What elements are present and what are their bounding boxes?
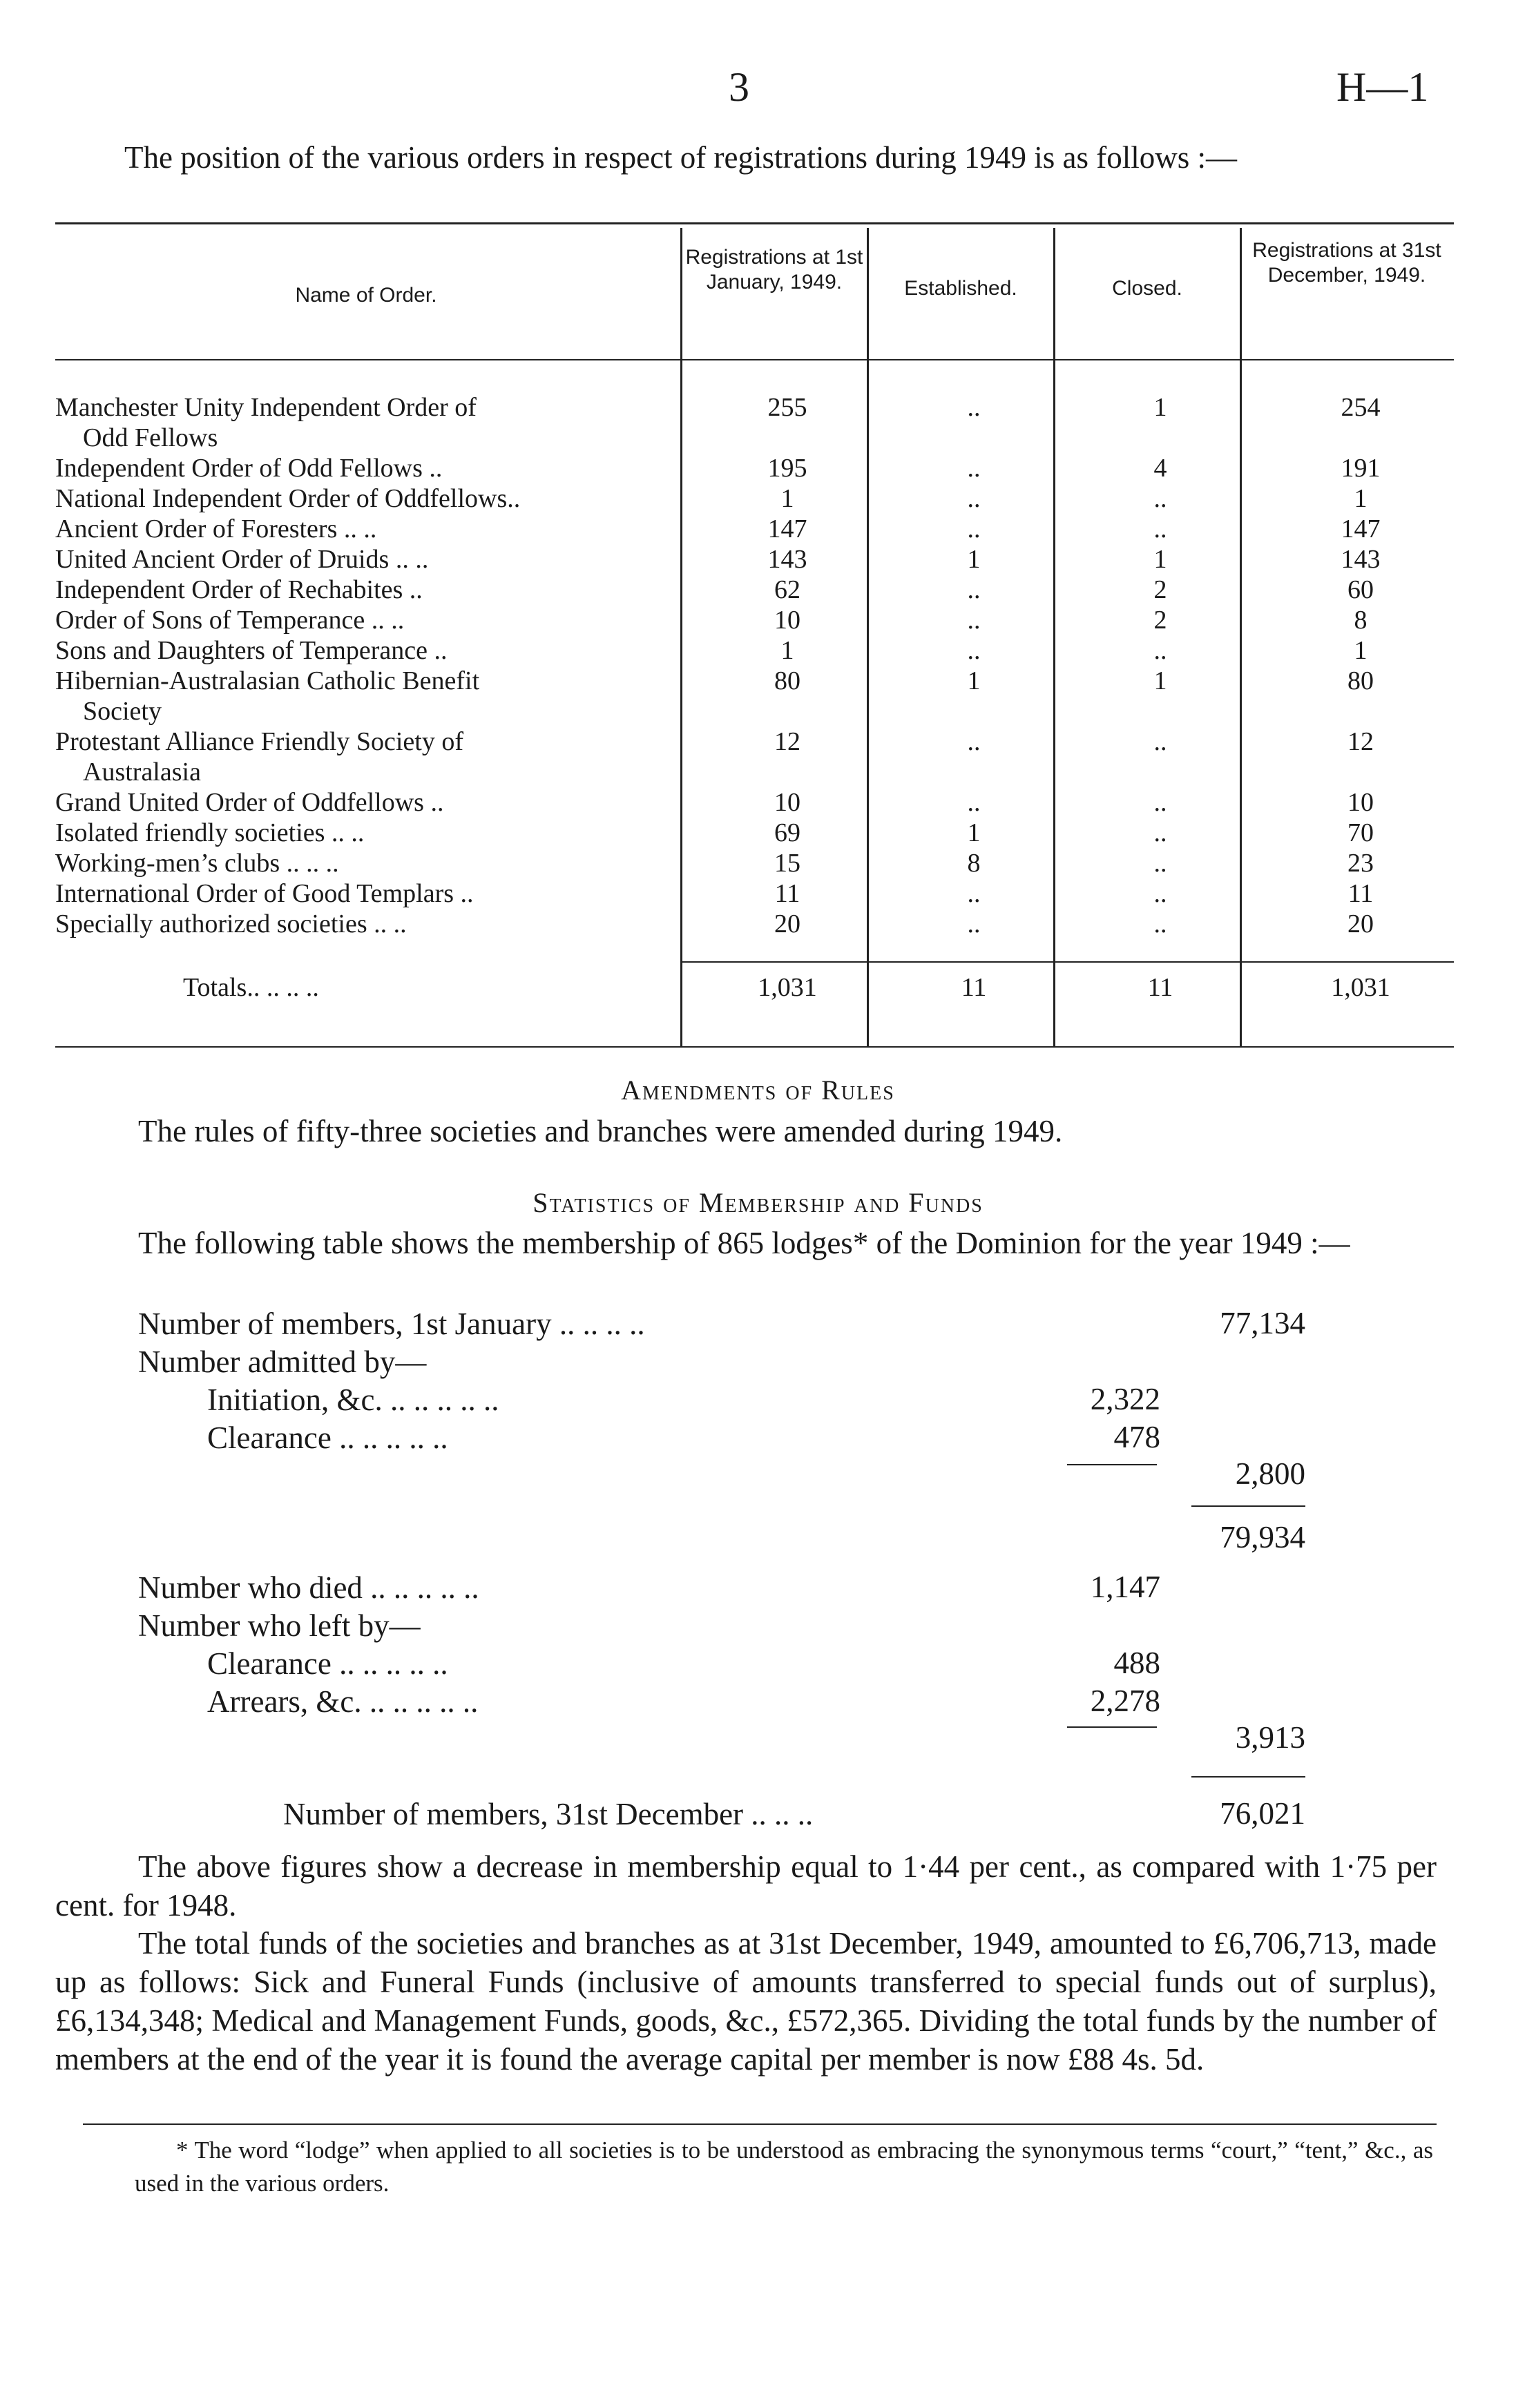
cell-reg-start: 147 <box>767 514 807 543</box>
cell-reg-end: 80 <box>1347 666 1374 695</box>
cell-closed: .. <box>1153 909 1167 938</box>
cell-established: 1 <box>967 666 981 695</box>
cell-closed: .. <box>1153 849 1167 878</box>
admitted-label: Number admitted by— <box>138 1345 427 1379</box>
subtotal-value: 79,934 <box>1220 1520 1305 1554</box>
members-end-value: 76,021 <box>1220 1796 1305 1831</box>
cell-established: 1 <box>967 818 981 847</box>
statistics-heading: Statistics of Membership and Funds <box>532 1187 984 1218</box>
footnote: * The word “lodge” when applied to all societies is to be understood as embracing the synonymous terms “court,” “tent,” &c., as used in the various orders. <box>135 2137 1433 2197</box>
cell-reg-end: 143 <box>1341 545 1381 574</box>
cell-closed: .. <box>1153 636 1167 665</box>
cell-established: .. <box>967 484 981 513</box>
clearance-in-value: 478 <box>1113 1420 1160 1454</box>
left-sum-rule <box>1067 1726 1157 1728</box>
order-name: United Ancient Order of Druids .. .. <box>55 545 429 574</box>
cell-reg-start: 15 <box>774 849 800 878</box>
subtotal-rule <box>1191 1505 1305 1507</box>
cell-reg-start: 80 <box>774 666 800 695</box>
amendments-text: The rules of fifty-three societies and branches were amended during 1949. <box>138 1114 1063 1148</box>
totals-label: Totals.. .. .. .. <box>183 973 319 1002</box>
cell-reg-end: 147 <box>1341 514 1381 543</box>
order-name: Independent Order of Odd Fellows .. <box>55 454 443 483</box>
order-name: Working-men’s clubs .. .. .. <box>55 849 339 878</box>
initiation-value: 2,322 <box>1090 1382 1160 1416</box>
cell-established: .. <box>967 879 981 908</box>
totals-established: 11 <box>961 973 987 1002</box>
cell-reg-end: 70 <box>1347 818 1374 847</box>
cell-established: .. <box>967 393 981 422</box>
col-header-reg-end: Registrations at 31st December, 1949. <box>1252 239 1441 287</box>
cell-reg-end: 60 <box>1347 575 1374 604</box>
arrears-label: Arrears, &c. .. .. .. .. .. <box>207 1684 479 1719</box>
totals-reg-start: 1,031 <box>758 973 817 1002</box>
cell-established: .. <box>967 575 981 604</box>
order-name: Manchester Unity Independent Order of <box>55 393 477 422</box>
totals-closed: 11 <box>1147 973 1173 1002</box>
cell-reg-end: 20 <box>1347 909 1374 938</box>
cell-established: .. <box>967 727 981 756</box>
cell-closed: 1 <box>1153 545 1167 574</box>
order-name: Hibernian-Australasian Catholic Benefit <box>55 666 480 695</box>
order-name-continued: Society <box>83 697 162 726</box>
cell-established: .. <box>967 788 981 817</box>
cell-reg-end: 10 <box>1347 788 1374 817</box>
cell-reg-end: 12 <box>1347 727 1374 756</box>
died-value: 1,147 <box>1090 1570 1160 1604</box>
table-bottom-rule <box>55 1046 1454 1048</box>
statistics-intro: The following table shows the membership of 865 lodges* of the Dominion for the year 1949 :— <box>138 1226 1350 1260</box>
cell-closed: 1 <box>1153 393 1167 422</box>
footnote-rule <box>83 2123 1437 2125</box>
col-header-reg-start: Registrations at 1st January, 1949. <box>685 246 863 293</box>
cell-established: 1 <box>967 545 981 574</box>
cell-closed: .. <box>1153 484 1167 513</box>
order-name: Protestant Alliance Friendly Society of <box>55 727 464 756</box>
cell-established: .. <box>967 606 981 635</box>
amendments-heading: Amendments of Rules <box>621 1075 895 1106</box>
order-name: Independent Order of Rechabites .. <box>55 575 423 604</box>
totals-reg-end: 1,031 <box>1331 973 1390 1002</box>
cell-reg-start: 255 <box>767 393 807 422</box>
admitted-sum-rule <box>1067 1464 1157 1465</box>
order-name: National Independent Order of Oddfellows.. <box>55 484 521 513</box>
cell-closed: .. <box>1153 788 1167 817</box>
order-name-continued: Australasia <box>83 758 201 787</box>
cell-closed: 2 <box>1153 606 1167 635</box>
order-name: Order of Sons of Temperance .. .. <box>55 606 405 635</box>
cell-reg-end: 11 <box>1347 879 1374 908</box>
cell-reg-start: 69 <box>774 818 800 847</box>
initiation-label: Initiation, &c. .. .. .. .. .. <box>207 1383 499 1417</box>
col-header-closed: Closed. <box>1112 277 1182 300</box>
col-header-name: Name of Order. <box>295 284 437 307</box>
cell-closed: 2 <box>1153 575 1167 604</box>
left-label: Number who left by— <box>138 1608 421 1643</box>
cell-established: 8 <box>967 849 981 878</box>
page-number: 3 <box>729 64 749 110</box>
cell-reg-start: 20 <box>774 909 800 938</box>
document-code: H—1 <box>1336 64 1429 110</box>
intro-text: The position of the various orders in respect of registrations during 1949 is as follows :— <box>124 140 1237 175</box>
cell-established: .. <box>967 454 981 483</box>
table-top-rule <box>55 222 1454 224</box>
order-name-continued: Odd Fellows <box>83 423 218 452</box>
cell-reg-start: 10 <box>774 606 800 635</box>
members-start-label: Number of members, 1st January .. .. .. .. <box>138 1307 645 1341</box>
order-name: International Order of Good Templars .. <box>55 879 474 908</box>
order-name: Ancient Order of Foresters .. .. <box>55 514 377 543</box>
cell-closed: .. <box>1153 514 1167 543</box>
decrease-paragraph: The above figures show a decrease in membership equal to 1·44 per cent., as compared with 1·75 per cent. for 1948. <box>55 1849 1437 1923</box>
cell-reg-start: 1 <box>780 636 794 665</box>
totals-top-rule <box>680 961 1454 963</box>
cell-established: .. <box>967 514 981 543</box>
cell-closed: .. <box>1153 727 1167 756</box>
died-label: Number who died .. .. .. .. .. <box>138 1570 479 1605</box>
col-header-established: Established. <box>904 277 1017 300</box>
members-end-label: Number of members, 31st December .. .. .. <box>283 1797 814 1831</box>
cell-reg-start: 12 <box>774 727 800 756</box>
left-total-value: 3,913 <box>1235 1720 1305 1755</box>
order-name: Sons and Daughters of Temperance .. <box>55 636 448 665</box>
header-bottom-rule <box>55 359 1454 360</box>
cell-reg-end: 1 <box>1354 636 1368 665</box>
cell-reg-end: 8 <box>1354 606 1368 635</box>
table-vrule-1 <box>680 228 682 1046</box>
order-name: Isolated friendly societies .. .. <box>55 818 365 847</box>
clearance-out-value: 488 <box>1113 1646 1160 1680</box>
end-rule <box>1191 1776 1305 1778</box>
cell-closed: 4 <box>1153 454 1167 483</box>
order-name: Specially authorized societies .. .. <box>55 909 407 938</box>
admitted-total-value: 2,800 <box>1235 1456 1305 1491</box>
members-start-value: 77,134 <box>1220 1306 1305 1340</box>
cell-closed: .. <box>1153 879 1167 908</box>
clearance-in-label: Clearance .. .. .. .. .. <box>207 1420 448 1455</box>
cell-closed: 1 <box>1153 666 1167 695</box>
cell-reg-end: 1 <box>1354 484 1368 513</box>
cell-reg-end: 191 <box>1341 454 1381 483</box>
cell-established: .. <box>967 636 981 665</box>
cell-reg-start: 11 <box>774 879 800 908</box>
cell-reg-start: 62 <box>774 575 800 604</box>
cell-reg-start: 10 <box>774 788 800 817</box>
cell-reg-end: 254 <box>1341 393 1381 422</box>
funds-paragraph: The total funds of the societies and branches as at 31st December, 1949, amounted to £6,706,713, made up as follows: Sick and Funeral Funds (inclusive of amounts transferred to special funds out of surplus), £6,134,348; Medical and Management Funds, goods, &c., £572,365. Dividing the total funds by the number of members at the end of the year it is found the average capital per member is now £88 4s. 5d. <box>55 1926 1437 2077</box>
cell-reg-start: 143 <box>767 545 807 574</box>
arrears-value: 2,278 <box>1090 1684 1160 1718</box>
clearance-out-label: Clearance .. .. .. .. .. <box>207 1646 448 1681</box>
cell-established: .. <box>967 909 981 938</box>
cell-reg-start: 1 <box>780 484 794 513</box>
cell-reg-end: 23 <box>1347 849 1374 878</box>
cell-closed: .. <box>1153 818 1167 847</box>
order-name: Grand United Order of Oddfellows .. <box>55 788 444 817</box>
cell-reg-start: 195 <box>767 454 807 483</box>
